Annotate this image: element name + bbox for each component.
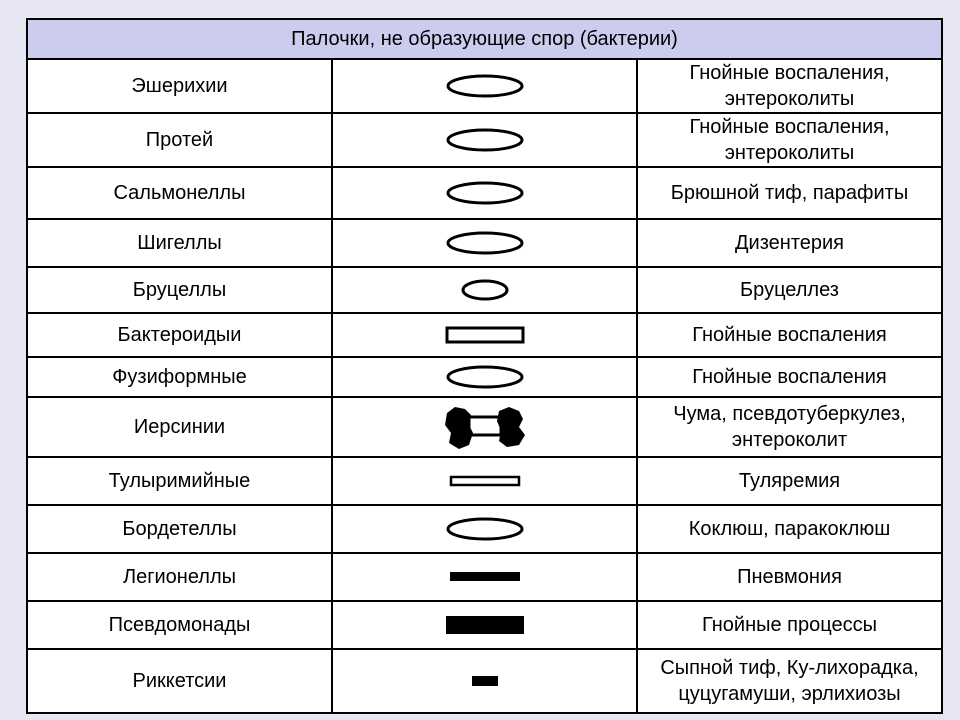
disease-text: Коклюш, паракоклюш: [637, 505, 942, 553]
disease-text: Сыпной тиф, Ку-лихорадка, цуцугамуши, эрлихиозы: [637, 649, 942, 713]
bacteria-name: Риккетсии: [27, 649, 332, 713]
rectangle-rod-icon: [333, 325, 636, 345]
disease-text: Дизентерия: [637, 219, 942, 267]
shape-cell: [332, 59, 637, 113]
oval-rod-icon: [333, 127, 636, 153]
shape-cell: [332, 219, 637, 267]
table-row: [27, 313, 942, 357]
table-row: [27, 113, 942, 167]
table-row: [27, 601, 942, 649]
disease-text: Туляремия: [637, 457, 942, 505]
bacteria-name: Псевдомонады: [27, 601, 332, 649]
bacteria-name: Протей: [27, 113, 332, 167]
thick-filled-rod-icon: [333, 615, 636, 635]
disease-text: Гнойные воспаления: [637, 313, 942, 357]
table-row: [27, 357, 942, 397]
table-row: [27, 505, 942, 553]
bacteria-name: Бруцеллы: [27, 267, 332, 313]
oval-rod-icon: [333, 364, 636, 390]
table-row: [27, 649, 942, 713]
shape-cell: [332, 649, 637, 713]
disease-text: Чума, псевдотуберкулез, энтероколит: [637, 397, 942, 457]
shape-cell: [332, 167, 637, 219]
bacteria-name: Бактероидыи: [27, 313, 332, 357]
table-row: [27, 267, 942, 313]
shape-cell: [332, 313, 637, 357]
shape-cell: [332, 397, 637, 457]
thin-filled-rod-icon: [333, 571, 636, 583]
shape-cell: [332, 601, 637, 649]
shape-cell: [332, 505, 637, 553]
oval-rod-icon: [333, 230, 636, 256]
oval-rod-icon: [333, 73, 636, 99]
table-row: [27, 59, 942, 113]
bacteria-name: Легионеллы: [27, 553, 332, 601]
bacteria-table: [26, 18, 943, 714]
bipolar-rod-icon: [333, 403, 636, 451]
disease-text: Гнойные процессы: [637, 601, 942, 649]
table-row: [27, 457, 942, 505]
table-header: Палочки, не образующие спор (бактерии): [27, 19, 942, 59]
small-oval-icon: [333, 278, 636, 302]
table-row: [27, 167, 942, 219]
shape-cell: [332, 113, 637, 167]
disease-text: Брюшной тиф, парафиты: [637, 167, 942, 219]
shape-cell: [332, 457, 637, 505]
short-filled-rod-icon: [333, 675, 636, 687]
disease-text: Бруцеллез: [637, 267, 942, 313]
bacteria-name: Эшерихии: [27, 59, 332, 113]
oval-rod-icon: [333, 516, 636, 542]
disease-text: Гнойные воспаления: [637, 357, 942, 397]
bacteria-name: Сальмонеллы: [27, 167, 332, 219]
disease-text: Пневмония: [637, 553, 942, 601]
oval-rod-icon: [333, 180, 636, 206]
bacteria-name: Бордетеллы: [27, 505, 332, 553]
shape-cell: [332, 267, 637, 313]
thin-rectangle-rod-icon: [333, 474, 636, 488]
bacteria-name: Шигеллы: [27, 219, 332, 267]
table-row: [27, 219, 942, 267]
bacteria-name: Иерсинии: [27, 397, 332, 457]
bacteria-name: Тулыримийные: [27, 457, 332, 505]
table-row: [27, 553, 942, 601]
disease-text: Гнойные воспаления, энтероколиты: [637, 59, 942, 113]
bacteria-name: Фузиформные: [27, 357, 332, 397]
table-header-row: [27, 19, 942, 59]
shape-cell: [332, 553, 637, 601]
table-row: [27, 397, 942, 457]
disease-text: Гнойные воспаления, энтероколиты: [637, 113, 942, 167]
shape-cell: [332, 357, 637, 397]
